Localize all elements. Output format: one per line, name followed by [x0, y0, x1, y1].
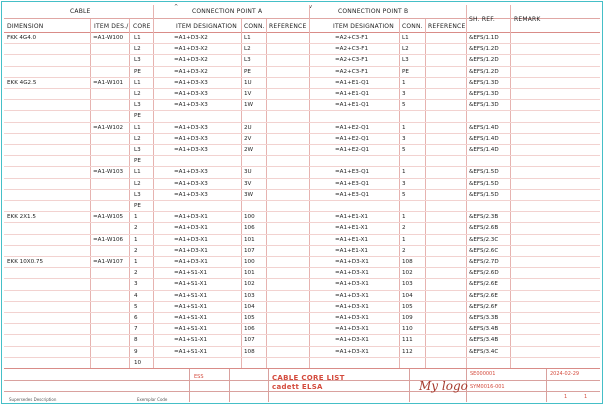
- table-row: [4, 145, 600, 156]
- b-conn-cell: 3: [402, 180, 406, 187]
- b-conn-cell: PE: [402, 68, 409, 75]
- header-dimension: DIMENSION: [7, 23, 44, 30]
- table-row: [4, 33, 600, 44]
- b-conn-cell: 105: [402, 303, 413, 310]
- b-item-cell: =A2+C3-F1: [335, 46, 369, 53]
- core-cell: PE: [134, 113, 141, 120]
- a-conn-cell: 2U: [244, 124, 252, 131]
- b-conn-cell: 5: [402, 191, 406, 198]
- b-item-cell: =A1+D3-X1: [335, 303, 369, 310]
- b-conn-cell: 103: [402, 281, 413, 288]
- b-item-cell: =A1+E1-Q1: [335, 79, 370, 86]
- a-conn-cell: L2: [244, 46, 251, 53]
- a-conn-cell: L1: [244, 35, 251, 41]
- b-conn-cell: 102: [402, 270, 413, 277]
- header-sh-ref: SH. REF.: [469, 16, 495, 23]
- sh-ref-cell: &EFS/2.3C: [469, 236, 499, 243]
- b-item-cell: =A1+E1-X1: [335, 225, 368, 232]
- cable-core-list-sheet: [2, 2, 602, 403]
- table-row: [4, 156, 600, 167]
- b-conn-cell: 1: [402, 236, 406, 243]
- a-conn-cell: 105: [244, 315, 255, 321]
- a-conn-cell: 108: [244, 348, 255, 355]
- sh-ref-cell: &EFS/1.1D: [469, 35, 499, 41]
- sheet-number: 1: [564, 394, 568, 400]
- item-des-cell: =A1-W100: [93, 35, 124, 41]
- a-conn-cell: 1V: [244, 91, 252, 97]
- a-item-cell: =A1+S1-X1: [174, 303, 207, 310]
- b-item-cell: =A1+D3-X1: [335, 281, 369, 288]
- a-item-cell: =A1+S1-X1: [174, 348, 207, 355]
- b-item-cell: =A1+E1-Q1: [335, 102, 370, 109]
- sh-ref-cell: &EFS/2.3B: [469, 214, 499, 221]
- a-item-cell: =A1+D3-X2: [174, 57, 208, 64]
- core-cell: 2: [134, 225, 138, 232]
- b-conn-cell: 2: [402, 225, 406, 232]
- a-conn-cell: 104: [244, 303, 255, 310]
- core-cell: 8: [134, 337, 138, 344]
- a-item-cell: =A1+D3-X3: [174, 124, 208, 131]
- table-row: [4, 89, 600, 100]
- core-cell: 5: [134, 303, 138, 310]
- a-conn-cell: 101: [244, 270, 255, 277]
- table-row: [4, 134, 600, 145]
- sh-ref-cell: &EFS/1.5D: [469, 180, 499, 187]
- a-item-cell: =A1+D3-X3: [174, 102, 208, 109]
- b-item-cell: =A1+D3-X1: [335, 292, 369, 299]
- a-item-cell: =A1+D3-X2: [174, 46, 208, 53]
- core-cell: L1: [134, 35, 141, 41]
- a-item-cell: =A1+S1-X1: [174, 315, 207, 321]
- header-point-a: CONNECTION POINT A: [192, 8, 263, 15]
- table-row: [4, 223, 600, 234]
- b-item-cell: =A1+D3-X1: [335, 315, 369, 321]
- a-conn-cell: 106: [244, 225, 255, 232]
- core-cell: PE: [134, 203, 141, 209]
- a-item-cell: =A1+D3-X3: [174, 135, 208, 142]
- header-item-des: ITEM DES./: [94, 23, 129, 30]
- sh-ref-cell: &EFS/1.2D: [469, 57, 499, 64]
- a-item-cell: =A1+D3-X1: [174, 259, 208, 265]
- sh-ref-cell: &EFS/2.7D: [469, 259, 499, 265]
- a-item-cell: =A1+S1-X1: [174, 326, 207, 333]
- b-conn-cell: 2: [402, 247, 406, 254]
- table-row: [4, 123, 600, 134]
- designer-value: ESS: [194, 374, 204, 380]
- b-item-cell: =A1+E1-Q1: [335, 91, 370, 97]
- a-conn-cell: 103: [244, 292, 255, 299]
- core-cell: 10: [134, 359, 142, 366]
- b-item-cell: =A1+E3-Q1: [335, 191, 370, 198]
- a-item-cell: =A1+D3-X3: [174, 147, 208, 153]
- a-conn-cell: 3U: [244, 169, 252, 176]
- table-row: [4, 44, 600, 55]
- table-row: [4, 335, 600, 346]
- b-conn-cell: 104: [402, 292, 413, 299]
- core-cell: 1: [134, 259, 138, 265]
- table-row: [4, 111, 600, 122]
- core-cell: 6: [134, 315, 138, 321]
- b-conn-cell: 1: [402, 79, 406, 86]
- a-conn-cell: 102: [244, 281, 255, 288]
- a-item-cell: =A1+D3-X1: [174, 236, 208, 243]
- sh-ref-cell: &EFS/1.5D: [469, 169, 499, 176]
- table-row: [4, 268, 600, 279]
- a-item-cell: =A1+D3-X3: [174, 91, 208, 97]
- a-conn-cell: 106: [244, 326, 255, 333]
- a-item-cell: =A1+S1-X1: [174, 292, 207, 299]
- header-cable: CABLE: [70, 8, 91, 15]
- a-item-cell: =A1+D3-X1: [174, 247, 208, 254]
- a-item-cell: =A1+D3-X3: [174, 191, 208, 198]
- arrow-down-icon: v: [309, 4, 312, 10]
- a-conn-cell: 2W: [244, 147, 254, 153]
- table-row: [4, 302, 600, 313]
- b-conn-cell: L2: [402, 46, 409, 53]
- a-item-cell: =A1+D3-X3: [174, 169, 208, 176]
- b-conn-cell: 5: [402, 147, 406, 153]
- core-cell: PE: [134, 158, 141, 165]
- b-item-cell: =A1+D3-X1: [335, 259, 369, 265]
- header-reference-a: REFERENCE: [269, 23, 307, 30]
- a-item-cell: =A1+S1-X1: [174, 270, 207, 277]
- b-conn-cell: L1: [402, 35, 409, 41]
- core-cell: 4: [134, 292, 138, 299]
- sh-ref-cell: &EFS/2.6E: [469, 281, 498, 288]
- sheet-title: CABLE CORE LIST: [272, 374, 345, 382]
- b-item-cell: =A2+C3-F1: [335, 68, 369, 75]
- a-conn-cell: 101: [244, 236, 255, 243]
- core-cell: L2: [134, 135, 141, 142]
- item-des-cell: =A1-W106: [93, 236, 124, 243]
- b-item-cell: =A1+E3-Q1: [335, 169, 370, 176]
- item-des-cell: =A1-W101: [93, 79, 124, 86]
- sh-ref-cell: &EFS/1.3D: [469, 102, 499, 109]
- a-conn-cell: L3: [244, 57, 251, 64]
- b-item-cell: =A2+C3-F1: [335, 57, 369, 64]
- header-item-designation-a: ITEM DESIGNATION: [176, 23, 237, 30]
- sh-ref-cell: &EFS/3.4B: [469, 337, 499, 344]
- sh-ref-cell: &EFS/1.3D: [469, 91, 499, 97]
- header-point-b: CONNECTION POINT B: [338, 8, 409, 15]
- table-row: [4, 324, 600, 335]
- a-conn-cell: 107: [244, 337, 255, 344]
- dimension-cell: EKK 10X0.75: [7, 259, 44, 265]
- exemplar-label: Exemplar Code: [137, 397, 168, 402]
- core-cell: 2: [134, 247, 138, 254]
- a-conn-cell: 100: [244, 214, 255, 221]
- table-row: [4, 279, 600, 290]
- a-item-cell: =A1+D3-X3: [174, 180, 208, 187]
- sh-ref-cell: &EFS/3.3B: [469, 315, 499, 321]
- a-conn-cell: 1U: [244, 79, 252, 86]
- sh-ref-cell: &EFS/3.4C: [469, 348, 499, 355]
- b-item-cell: =A1+E1-X1: [335, 214, 368, 221]
- b-item-cell: =A2+C3-F1: [335, 35, 369, 41]
- a-conn-cell: 1W: [244, 102, 254, 109]
- dimension-cell: FKK 4G4.0: [7, 35, 37, 41]
- b-item-cell: =A1+D3-X1: [335, 337, 369, 344]
- b-conn-cell: L3: [402, 57, 409, 64]
- b-item-cell: =A1+E2-Q1: [335, 135, 370, 142]
- header-conn-b: CONN.: [402, 23, 423, 30]
- header-item-designation-b: ITEM DESIGNATION: [333, 23, 394, 30]
- table-row: [4, 78, 600, 89]
- title-block: [4, 368, 600, 402]
- core-cell: 1: [134, 236, 138, 243]
- supersedes-label: Supersedes Description: [9, 397, 57, 402]
- b-conn-cell: 111: [402, 337, 413, 344]
- header-core: CORE: [133, 23, 151, 30]
- b-conn-cell: 5: [402, 102, 406, 109]
- item-des-cell: =A1-W107: [93, 259, 124, 265]
- sh-ref-cell: &EFS/2.6D: [469, 270, 499, 277]
- b-conn-cell: 3: [402, 135, 406, 142]
- core-cell: 1: [134, 214, 138, 221]
- core-cell: PE: [134, 68, 141, 75]
- table-row: [4, 212, 600, 223]
- table-row: [4, 190, 600, 201]
- core-cell: L2: [134, 180, 141, 187]
- sh-ref-cell: &EFS/1.4D: [469, 135, 499, 142]
- sh-ref-cell: &EFS/3.4B: [469, 326, 499, 333]
- sh-ref-cell: &EFS/2.6E: [469, 292, 498, 299]
- b-item-cell: =A1+E2-Q1: [335, 124, 370, 131]
- header-remark: REMARK: [514, 16, 541, 23]
- date-value: 2024-02-29: [550, 371, 580, 377]
- sheet-count: 1: [584, 394, 588, 400]
- core-cell: L1: [134, 124, 141, 131]
- table-row: [4, 257, 600, 268]
- item-des-cell: =A1-W102: [93, 124, 124, 131]
- dimension-cell: EKK 4G2.5: [7, 79, 37, 86]
- core-cell: 3: [134, 281, 138, 288]
- a-item-cell: =A1+S1-X1: [174, 281, 207, 288]
- core-cell: L3: [134, 102, 141, 109]
- sh-ref-cell: &EFS/1.5D: [469, 191, 499, 198]
- sh-ref-cell: &EFS/1.4D: [469, 147, 499, 153]
- sh-ref-cell: &EFS/1.2D: [469, 46, 499, 53]
- sheet-subtitle: cadett ELSA: [272, 383, 323, 391]
- table-row: [4, 179, 600, 190]
- a-item-cell: =A1+D3-X1: [174, 225, 208, 232]
- core-cell: L3: [134, 57, 141, 64]
- core-cell: 9: [134, 348, 138, 355]
- b-item-cell: =A1+D3-X1: [335, 326, 369, 333]
- b-conn-cell: 1: [402, 214, 406, 221]
- a-item-cell: =A1+D3-X1: [174, 214, 208, 221]
- a-conn-cell: 107: [244, 247, 255, 254]
- table-row: [4, 100, 600, 111]
- table-row: [4, 201, 600, 212]
- core-cell: L1: [134, 169, 141, 176]
- table-row: [4, 235, 600, 246]
- core-cell: L1: [134, 79, 141, 86]
- core-cell: L3: [134, 191, 141, 198]
- a-item-cell: =A1+D3-X2: [174, 68, 208, 75]
- b-conn-cell: 3: [402, 91, 406, 97]
- company-logo: My logo: [419, 379, 468, 393]
- header-conn-a: CONN.: [244, 23, 265, 30]
- b-item-cell: =A1+E3-Q1: [335, 180, 370, 187]
- core-cell: L2: [134, 46, 141, 53]
- customer-code: SYM0016-001: [470, 384, 505, 390]
- a-conn-cell: 100: [244, 259, 255, 265]
- b-item-cell: =A1+E2-Q1: [335, 147, 370, 153]
- b-item-cell: =A1+D3-X1: [335, 348, 369, 355]
- item-des-cell: =A1-W105: [93, 214, 124, 221]
- core-cell: 2: [134, 270, 138, 277]
- document-frame: [1, 1, 603, 404]
- table-row: [4, 55, 600, 66]
- b-conn-cell: 108: [402, 259, 413, 265]
- a-item-cell: =A1+D3-X3: [174, 79, 208, 86]
- core-cell: L3: [134, 147, 141, 153]
- a-conn-cell: 3V: [244, 180, 252, 187]
- a-item-cell: =A1+S1-X1: [174, 337, 207, 344]
- sh-ref-cell: &EFS/1.2D: [469, 68, 499, 75]
- sh-ref-cell: &EFS/1.4D: [469, 124, 499, 131]
- table-row: [4, 291, 600, 302]
- table-row: [4, 313, 600, 324]
- b-conn-cell: 1: [402, 124, 406, 131]
- sh-ref-cell: &EFS/1.3D: [469, 79, 499, 86]
- sh-ref-cell: &EFS/2.6F: [469, 303, 498, 310]
- b-conn-cell: 110: [402, 326, 413, 333]
- table-row: [4, 347, 600, 358]
- b-conn-cell: 109: [402, 315, 413, 321]
- a-conn-cell: PE: [244, 68, 251, 75]
- table-row: [4, 167, 600, 178]
- table-row: [4, 67, 600, 78]
- b-item-cell: =A1+E1-X1: [335, 247, 368, 254]
- a-conn-cell: 2V: [244, 135, 252, 142]
- a-item-cell: =A1+D3-X2: [174, 35, 208, 41]
- doc-number: SE000001: [470, 371, 496, 377]
- core-cell: L2: [134, 91, 141, 97]
- dimension-cell: EKK 2X1.5: [7, 214, 36, 221]
- sh-ref-cell: &EFS/2.6B: [469, 225, 499, 232]
- b-conn-cell: 112: [402, 348, 413, 355]
- item-des-cell: =A1-W103: [93, 169, 124, 176]
- a-conn-cell: 3W: [244, 191, 254, 198]
- table-row: [4, 246, 600, 257]
- core-cell: 7: [134, 326, 138, 333]
- arrow-up-icon: ^: [174, 4, 179, 10]
- header-reference-b: REFERENCE: [428, 23, 466, 30]
- b-conn-cell: 1: [402, 169, 406, 176]
- sh-ref-cell: &EFS/2.6C: [469, 247, 499, 254]
- b-item-cell: =A1+D3-X1: [335, 270, 369, 277]
- b-item-cell: =A1+E1-X1: [335, 236, 368, 243]
